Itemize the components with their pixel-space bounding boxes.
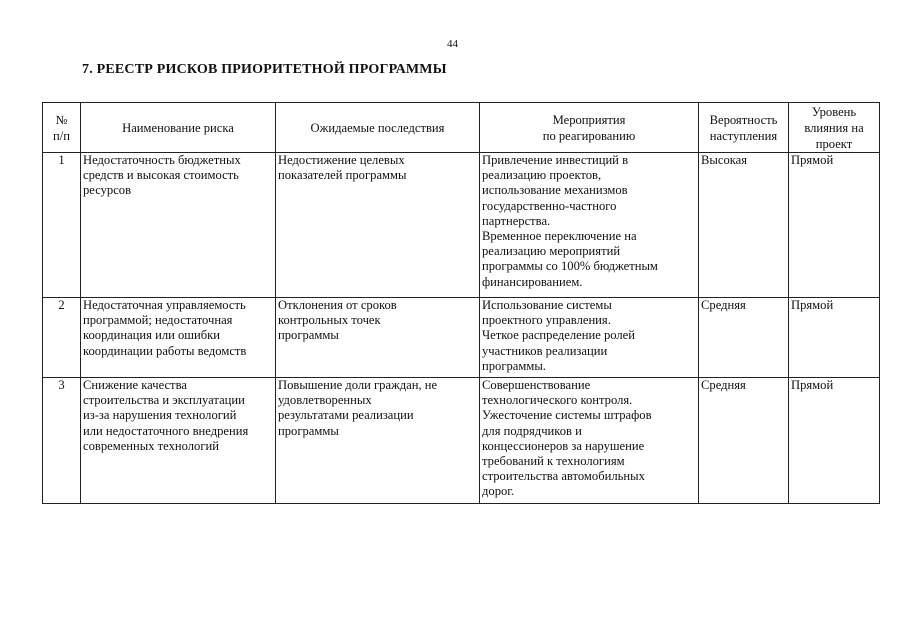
response-measures: Совершенствование технологического контроля. Ужесточение системы штрафов для подрядчиков и концессионеров за нарушение требований к технологиям строительства автомобильных дорог. — [480, 378, 699, 504]
impact-level: Прямой — [789, 153, 880, 298]
header-impact: Уровень влияния на проект — [789, 103, 880, 153]
row-number: 1 — [43, 153, 81, 298]
response-measures: Использование системы проектного управления. Четкое распределение ролей участников реализации программы. — [480, 298, 699, 378]
table-row — [43, 298, 880, 378]
row-number: 2 — [43, 298, 81, 378]
impact-level: Прямой — [789, 378, 880, 504]
risk-name: Недостаточная управляемость программой; недостаточная координация или ошибки координации работы ведомств — [81, 298, 276, 378]
expected-consequences: Недостижение целевых показателей программы — [276, 153, 480, 298]
page-number: 44 — [447, 38, 458, 50]
risk-name: Снижение качества строительства и эксплуатации из-за нарушения технологий или недостаточного внедрения современных технологий — [81, 378, 276, 504]
response-measures: Привлечение инвестиций в реализацию проектов, использование механизмов государственно-частного партнерства. Временное переключение на реализацию мероприятий программы со 100% бюджетным финансированием. — [480, 153, 699, 298]
section-title: 7. РЕЕСТР РИСКОВ ПРИОРИТЕТНОЙ ПРОГРАММЫ — [82, 62, 447, 77]
header-consequences: Ожидаемые последствия — [276, 103, 480, 153]
probability: Средняя — [699, 378, 789, 504]
probability: Высокая — [699, 153, 789, 298]
table-header-row — [43, 103, 880, 153]
header-number: № п/п — [43, 103, 81, 153]
row-number: 3 — [43, 378, 81, 504]
expected-consequences: Отклонения от сроков контрольных точек программы — [276, 298, 480, 378]
table-row — [43, 153, 880, 298]
expected-consequences: Повышение доли граждан, не удовлетворенных результатами реализации программы — [276, 378, 480, 504]
header-probability: Вероятность наступления — [699, 103, 789, 153]
header-risk-name: Наименование риска — [81, 103, 276, 153]
impact-level: Прямой — [789, 298, 880, 378]
table-row — [43, 378, 880, 504]
risk-name: Недостаточность бюджетных средств и высокая стоимость ресурсов — [81, 153, 276, 298]
risk-register-table — [42, 102, 880, 504]
header-measures: Мероприятия по реагированию — [480, 103, 699, 153]
probability: Средняя — [699, 298, 789, 378]
